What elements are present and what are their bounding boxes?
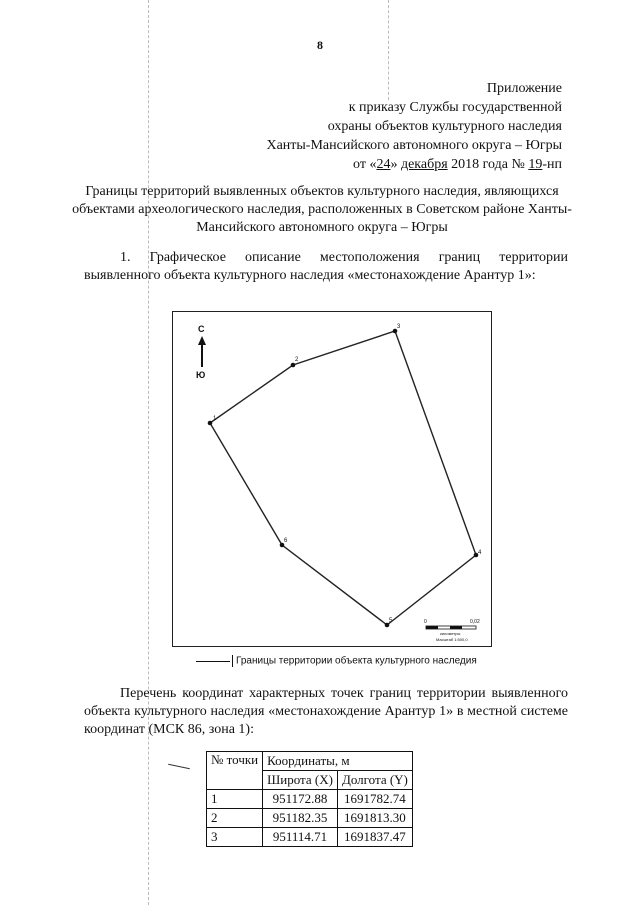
- header-point: № точки: [207, 752, 263, 790]
- cell-x: 951172.88: [263, 790, 338, 809]
- compass-south-label: Ю: [196, 370, 206, 380]
- date-mid: »: [390, 157, 401, 172]
- compass-north-label: С: [198, 324, 205, 334]
- scale-zero: 0: [424, 619, 427, 625]
- coordinates-table: [206, 751, 413, 847]
- boundary-map: [172, 311, 492, 647]
- north-arrow-icon: [196, 324, 206, 380]
- section-1-text: 1. Графическое описание местоположения границ территории выявленного объекта культурного наследия «местонахождение Арантур 1»:: [84, 250, 568, 283]
- boundary-vertices: [208, 329, 479, 628]
- legend-tick-symbol: [232, 655, 233, 667]
- appendix-date-line: [266, 155, 562, 174]
- legend-text: Границы территории объекта культурного наследия: [236, 655, 477, 667]
- appendix-header: [266, 79, 562, 174]
- coordinates-intro: Перечень координат характерных точек границ территории выявленного объекта культурного наследия «местонахождение Арантур 1» в местной системе координат (МСК 86, зона 1):: [84, 686, 568, 737]
- cell-x: 951114.71: [263, 828, 338, 847]
- date-prefix: от «: [353, 157, 377, 172]
- date-day: 24: [376, 157, 391, 172]
- header-latitude: Широта (X): [263, 771, 338, 790]
- appendix-line-4: Ханты-Мансийского автономного округа – Югры: [266, 138, 562, 153]
- vertex-label-4: 4: [478, 550, 482, 556]
- date-month: декабря: [400, 157, 448, 172]
- scale-end: 0,02: [470, 619, 480, 625]
- cell-point: 1: [207, 790, 263, 809]
- scale-ratio: Масштаб 1:500,0: [436, 637, 468, 642]
- header-longitude: Долгота (Y): [337, 771, 412, 790]
- boundary-polygon: [210, 331, 476, 625]
- vertex-label-3: 3: [397, 324, 401, 330]
- vertex-2: [291, 363, 296, 368]
- map-legend: [196, 655, 477, 667]
- table-row: [207, 809, 413, 828]
- cell-point: 2: [207, 809, 263, 828]
- cell-x: 951182.35: [263, 809, 338, 828]
- cell-y: 1691813.30: [337, 809, 412, 828]
- header-coordinates: Координаты, м: [263, 752, 413, 771]
- page-number: 8: [317, 38, 323, 52]
- order-number: 19: [528, 157, 543, 172]
- table-row: [207, 790, 413, 809]
- appendix-line-2: к приказу Службы государственной: [348, 100, 562, 115]
- date-year: 2018 года №: [447, 157, 529, 172]
- table-header-row: [207, 752, 413, 771]
- scan-mark: [168, 764, 190, 770]
- vertex-label-5: 5: [389, 618, 393, 624]
- vertex-label-6: 6: [284, 538, 288, 544]
- scale-unit: километры: [440, 631, 461, 636]
- vertex-label-1: 1: [213, 416, 217, 422]
- cell-point: 3: [207, 828, 263, 847]
- legend-line-symbol: [196, 661, 230, 662]
- cell-y: 1691782.74: [337, 790, 412, 809]
- boundary-map-svg: [173, 312, 490, 645]
- table-row: [207, 828, 413, 847]
- cell-y: 1691837.47: [337, 828, 412, 847]
- vertex-1: [208, 421, 213, 426]
- order-suffix: -нп: [542, 157, 562, 172]
- appendix-line-1: Приложение: [486, 81, 562, 96]
- document-title: Границы территорий выявленных объектов культурного наследия, являющихся объектами археологического наследия, расположенных в Советском районе Ханты-Мансийского автономного округа – Югры: [72, 184, 572, 235]
- scan-line-left: [148, 0, 149, 905]
- scale-bar: [424, 619, 480, 642]
- vertex-label-2: 2: [295, 357, 299, 363]
- appendix-line-3: охраны объектов культурного наследия: [327, 119, 562, 134]
